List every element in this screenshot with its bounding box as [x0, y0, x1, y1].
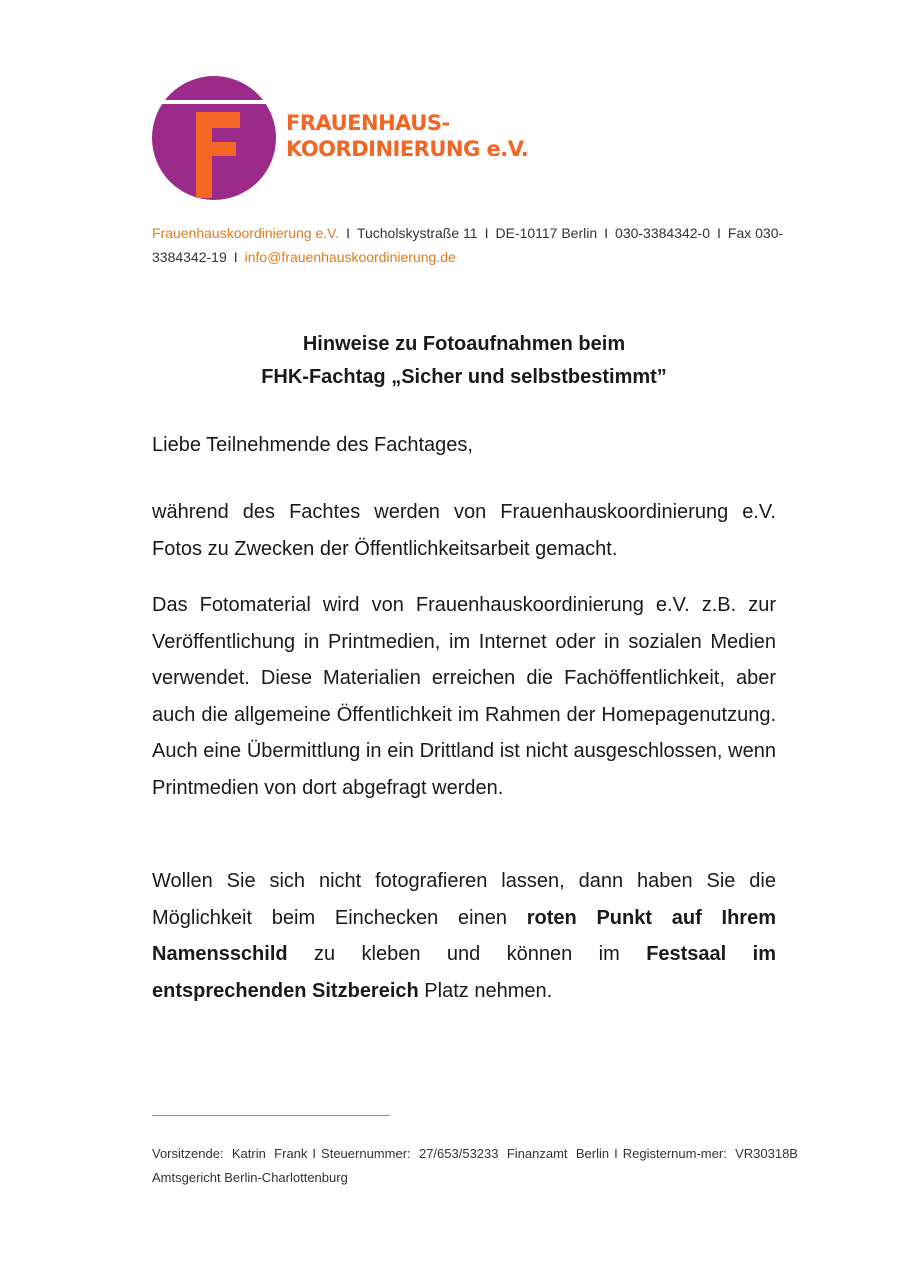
logo-wordmark: [286, 110, 528, 162]
footer-register: Registernum-mer: VR30318B Amtsgericht Berlin-Charlottenburg: [152, 1146, 798, 1185]
contact-street: Tucholskystraße 11: [356, 225, 478, 241]
document-title: [152, 328, 776, 394]
paragraph-3-bold-1: roten Punkt auf Ihrem Namensschild: [152, 906, 776, 965]
contact-separator: I: [717, 225, 721, 241]
footer-divider: [152, 1115, 390, 1116]
contact-email-link[interactable]: info@frauenhauskoordinierung.de: [244, 249, 456, 265]
logo-emblem: [152, 76, 276, 200]
paragraph-3-part-3: Platz nehmen.: [418, 979, 553, 1002]
contact-separator: I: [346, 225, 350, 241]
contact-fax: 030-3384342-19: [152, 225, 784, 265]
logo-line-1: FRAUENHAUS-: [286, 111, 450, 135]
title-line-2: FHK-Fachtag „Sicher und selbstbestimmt”: [261, 366, 667, 388]
contact-separator: I: [233, 249, 238, 265]
footer-separator: I: [614, 1146, 618, 1161]
contact-city: DE-10117 Berlin: [495, 225, 598, 241]
footer-chair: Vorsitzende: Katrin Frank: [152, 1146, 308, 1161]
contact-fax-label: Fax: [727, 225, 752, 241]
contact-separator: I: [604, 225, 609, 241]
salutation: Liebe Teilnehmende des Fachtages,: [152, 434, 473, 456]
logo: [152, 76, 276, 200]
paragraph-3-part-2: zu kleben und können im: [287, 943, 647, 965]
contact-separator: I: [484, 225, 489, 241]
paragraph-3: [152, 863, 776, 1009]
paragraph-3-bold-2: Festsaal im entsprechenden Sitzbereich: [152, 943, 776, 1002]
contact-org: Frauenhauskoordinierung e.V.: [152, 225, 340, 241]
logo-bar: [158, 100, 270, 104]
paragraph-2: Das Fotomaterial wird von Frauenhauskoordinierung e.V. z.B. zur Veröffentlichung in Printmedien, im Internet oder in sozialen Medien verwendet. Diese Materialien erreichen die Fachöffentlichkeit, aber auch die allgemeine Öffentlichkeit im Rahmen der Homepagenutzung. Auch eine Übermittlung in ein Drittland ist nicht ausgeschlossen, wenn Printmedien von dort abgefragt werden.: [152, 594, 776, 799]
paragraph-1: während des Fachtes werden von Frauenhauskoordinierung e.V. Fotos zu Zwecken der Öffentlichkeitsarbeit gemacht.: [152, 501, 776, 560]
paragraph-3-part-1: Wollen Sie sich nicht fotografieren lassen, dann haben Sie die Möglichkeit beim Einchecken einen: [152, 870, 776, 929]
logo-line-2: KOORDINIERUNG e.V.: [286, 137, 529, 161]
contact-phone: 030-3384342-0: [615, 225, 711, 241]
footer: [152, 1142, 798, 1190]
footer-tax: Steuernummer: 27/653/53233 Finanzamt Berlin: [321, 1146, 610, 1161]
footer-separator: I: [312, 1146, 317, 1161]
contact-info: [152, 221, 832, 269]
title-line-1: Hinweise zu Fotoaufnahmen beim: [302, 333, 626, 355]
logo-circle: [152, 76, 276, 200]
